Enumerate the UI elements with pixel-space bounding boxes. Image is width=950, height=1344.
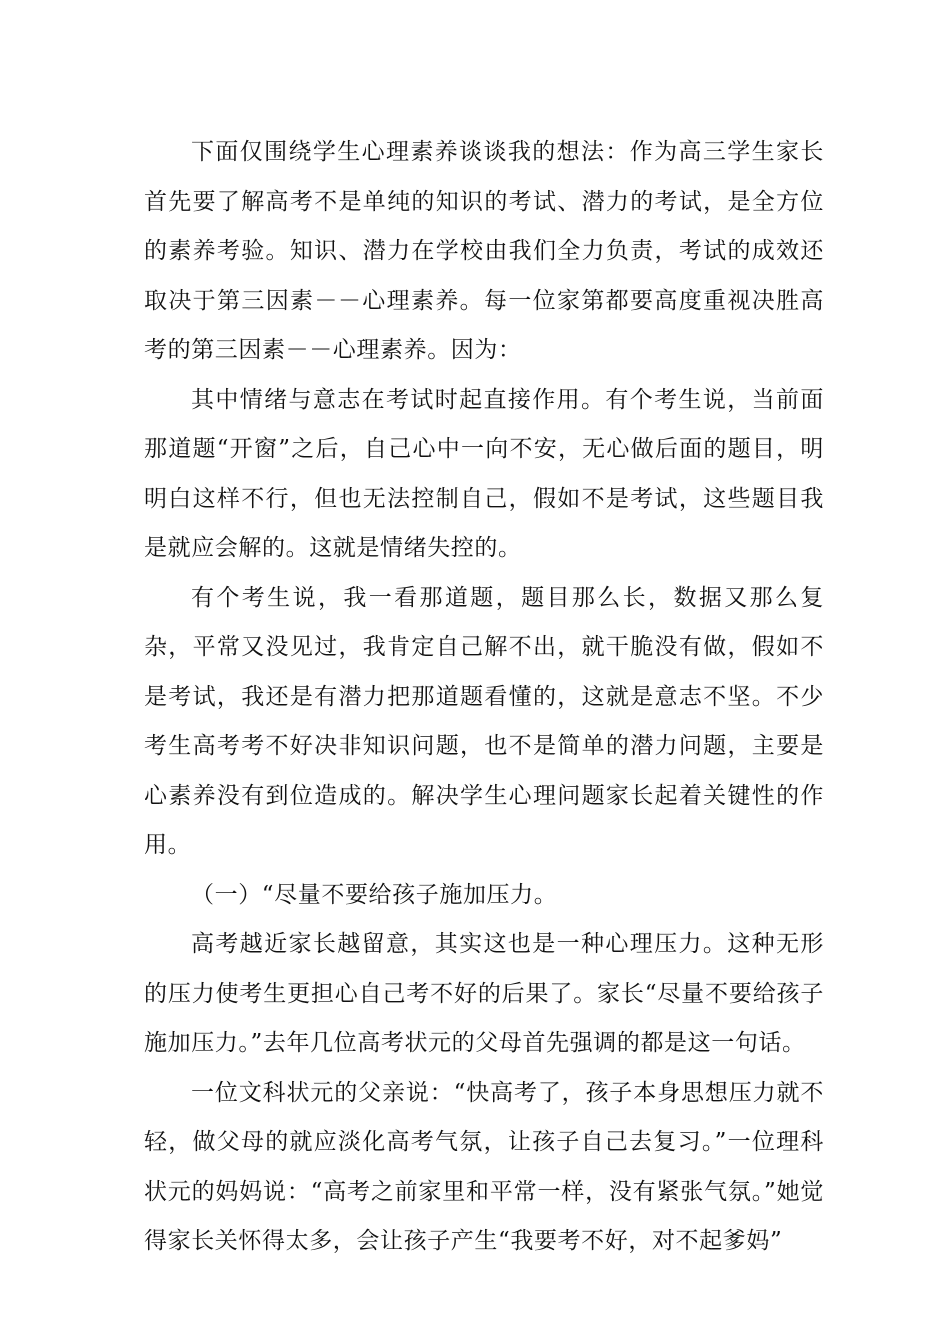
paragraph-4: （一）“尽量不要给孩子施加压力。 (191, 881, 558, 908)
paragraph-5: 高考越近家长越留意，其实这也是一种心理压力。这种无形的压力使考生更担心自己考不好的后果了。家长“尽量不要给孩子施加压力。”去年几位高考状元的父母首先强调的都是这一句话。 (144, 931, 824, 1056)
paragraph-2: 其中情绪与意志在考试时起直接作用。有个考生说，当前面那道题“开窗”之后，自己心中一向不安，无心做后面的题目，明明白这样不行，但也无法控制自己，假如不是考试，这些题目我是就应会解的。这就是情绪失控的。 (144, 386, 824, 561)
paragraph-6: 一位文科状元的父亲说：“快高考了，孩子本身思想压力就不轻，做父母的就应淡化高考气氛，让孩子自己去复习。”一位理科状元的妈妈说：“高考之前家里和平常一样，没有紧张气氛。”她觉得家长关怀得太多，会让孩子产生“我要考不好，对不起爹妈” (144, 1079, 824, 1254)
paragraph-1: 下面仅围绕学生心理素养谈谈我的想法：作为高三学生家长首先要了解高考不是单纯的知识的考试、潜力的考试，是全方位的素养考验。知识、潜力在学校由我们全力负责，考试的成效还取决于第三因素－－心理素养。每一位家第都要高度重视决胜高考的第三因素－－心理素养。因为： (144, 139, 824, 363)
document-body (144, 128, 824, 1267)
paragraph-3: 有个考生说，我一看那道题，题目那么长，数据又那么复杂，平常又没见过，我肯定自己解不出，就干脆没有做，假如不是考试，我还是有潜力把那道题看懂的，这就是意志不坚。不少考生高考考不好决非知识问题，也不是简单的潜力问题，主要是心素养没有到位造成的。解决学生心理问题家长起着关键性的作用。 (144, 584, 824, 858)
